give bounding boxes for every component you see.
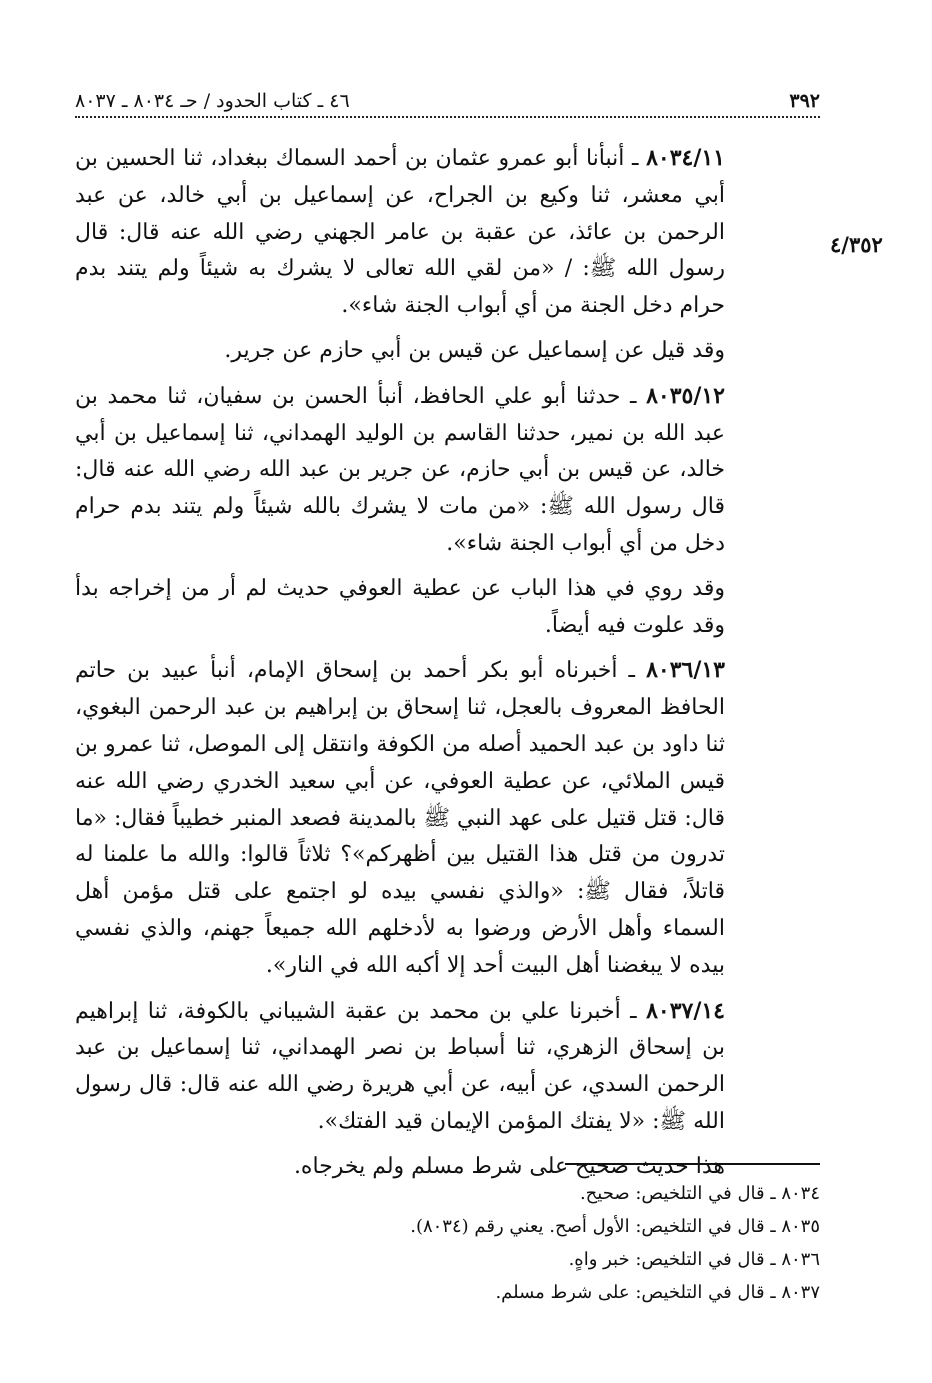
paragraph-text: ـ أنبأنا أبو عمرو عثمان بن أحمد السماك ببغداد، ثنا الحسين بن أبي معشر، ثنا وكيع بن الجراح، عن إسماعيل بن أبي خالد، عن عبد الرحمن بن عائذ، عن عقبة بن عامر الجهني رضي الله عنه قال: قال رسول الله ﷺ: / «من لقي الله تعالى لا يشرك به شيئاً ولم يتند بدم حرام دخل الجنة من أي أبواب الجنة شاء». bbox=[75, 146, 725, 319]
hadith-paragraph bbox=[75, 378, 820, 563]
hadith-number: ٨٠٣٦/١٣ bbox=[646, 657, 725, 684]
note-paragraph bbox=[75, 571, 820, 645]
paragraph-text: وقد روي في هذا الباب عن عطية العوفي حديث لم أر من إخراجه بدأ وقد علوت فيه أيضاً. bbox=[75, 575, 725, 638]
footnote: ٨٠٣٥ ـ قال في التلخيص: الأول أصح. يعني رقم (٨٠٣٤). bbox=[410, 1216, 820, 1237]
hadith-number: ٨٠٣٥/١٢ bbox=[646, 382, 725, 409]
margin-reference: ٤/٣٥٢ bbox=[830, 232, 883, 257]
hadith-number: ٨٠٣٧/١٤ bbox=[646, 997, 725, 1024]
paragraph-text: ـ أخبرناه أبو بكر أحمد بن إسحاق الإمام، أنبأ عبيد بن حاتم الحافظ المعروف بالعجل، ثنا إسحاق بن إبراهيم بن عبد الرحمن البغوي، ثنا داود بن عبد الحميد أصله من الكوفة وانتقل إلى الموصل، ثنا عمرو بن قيس الملائي، عن عطية العوفي، عن أبي سعيد الخدري رضي الله عنه قال: قتل قتيل على عهد النبي ﷺ بالمدينة فصعد المنبر خطيباً فقال: «ما تدرون من قتل هذا القتيل بين أظهركم»؟ ثلاثاً قالوا: والله ما علمنا له قاتلاً، فقال ﷺ: «والذي نفسي بيده لو اجتمع على قتل مؤمن أهل السماء وأهل الأرض ورضوا به لأدخلهم الله جميعاً جهنم، والذي نفسي بيده لا يبغضنا أهل البيت أحد إلا أكبه الله في النار». bbox=[75, 658, 725, 978]
footnote: ٨٠٣٦ ـ قال في التلخيص: خبر واهٍ. bbox=[568, 1249, 820, 1270]
paragraph-text: ـ أخبرنا علي بن محمد بن عقبة الشيباني بالكوفة، ثنا إبراهيم بن إسحاق الزهري، ثنا أسباط بن نصر الهمداني، ثنا إسماعيل بن عبد الرحمن السدي، عن أبيه، عن أبي هريرة رضي الله عنه قال: قال رسول الله ﷺ: «لا يفتك المؤمن الإيمان قيد الفتك». bbox=[75, 998, 725, 1134]
note-paragraph bbox=[75, 333, 820, 370]
hadith-paragraph bbox=[75, 652, 820, 984]
paragraph-text: وقد قيل عن إسماعيل عن قيس بن أبي حازم عن جرير. bbox=[224, 337, 725, 363]
page-number: ٣٩٢ bbox=[789, 90, 820, 112]
footnote: ٨٠٣٤ ـ قال في التلخيص: صحيح. bbox=[579, 1183, 820, 1204]
footnotes bbox=[75, 1177, 820, 1309]
footnote: ٨٠٣٧ ـ قال في التلخيص: على شرط مسلم. bbox=[495, 1282, 820, 1303]
hadith-paragraph bbox=[75, 140, 820, 325]
hadith-paragraph bbox=[75, 993, 820, 1141]
running-title: ٤٦ ـ كتاب الحدود / حـ ٨٠٣٤ ـ ٨٠٣٧ bbox=[75, 90, 350, 112]
page-header bbox=[75, 86, 820, 118]
footnote-divider bbox=[565, 1163, 820, 1165]
hadith-number: ٨٠٣٤/١١ bbox=[646, 145, 725, 171]
paragraph-text: هذا حديث صحيح على شرط مسلم ولم يخرجاه. bbox=[293, 1153, 725, 1179]
main-text bbox=[75, 140, 820, 1194]
paragraph-text: ـ حدثنا أبو علي الحافظ، أنبأ الحسن بن سفيان، ثنا محمد بن عبد الله بن نمير، حدثنا القاسم بن الوليد الهمداني، ثنا إسماعيل بن أبي خالد، عن قيس بن أبي حازم، عن جرير بن عبد الله رضي الله عنه قال: قال رسول الله ﷺ: «من مات لا يشرك بالله شيئاً ولم يتند بدم حرام دخل من أي أبواب الجنة شاء». bbox=[75, 383, 725, 556]
